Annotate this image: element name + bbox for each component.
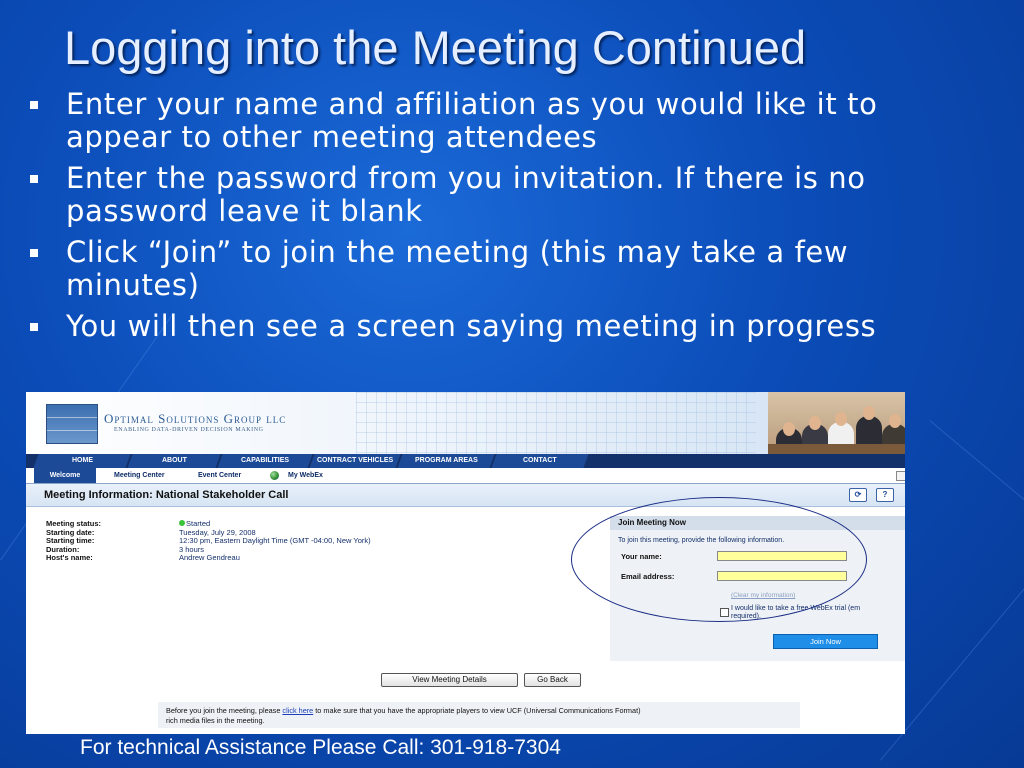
bullet-text: Click “Join” to join the meeting (this may take a few minutes) bbox=[66, 235, 849, 302]
tab-event-center[interactable]: Event Center bbox=[198, 472, 242, 479]
email-input[interactable] bbox=[717, 571, 847, 581]
refresh-icon[interactable]: ⟳ bbox=[849, 488, 867, 502]
business-people-photo bbox=[768, 392, 905, 454]
conference-table bbox=[768, 444, 905, 454]
site-banner bbox=[26, 392, 905, 454]
company-name bbox=[104, 411, 286, 427]
background-line bbox=[929, 420, 1024, 549]
detail-row bbox=[46, 519, 446, 528]
trial-text-line2: required). bbox=[731, 613, 761, 620]
company-name-first: Optimal bbox=[104, 411, 154, 426]
click-here-link[interactable]: click here bbox=[282, 706, 314, 715]
bullet-marker bbox=[30, 249, 38, 257]
note-text-before: Before you join the meeting, please bbox=[166, 706, 283, 715]
nav-capabilities-label: CAPABILITIES bbox=[240, 457, 290, 464]
nav-contract-vehicles-label: CONTRACT VEHICLES bbox=[316, 457, 394, 464]
meeting-info-bar bbox=[26, 484, 905, 507]
bullet-item bbox=[28, 310, 988, 343]
nav-contact[interactable] bbox=[491, 454, 588, 468]
detail-label: Meeting status: bbox=[46, 519, 102, 528]
join-meeting-panel bbox=[610, 516, 905, 661]
name-input[interactable] bbox=[717, 551, 847, 561]
detail-value: Tuesday, July 29, 2008 bbox=[179, 527, 256, 537]
detail-row bbox=[46, 553, 446, 562]
nav-home-label: HOME bbox=[71, 457, 93, 464]
clear-info-link[interactable]: (Clear my information) bbox=[731, 592, 796, 599]
nav-home[interactable] bbox=[33, 454, 130, 468]
detail-row bbox=[46, 528, 446, 537]
nav-program-areas-label: PROGRAM AREAS bbox=[414, 457, 478, 464]
bullet-text: Enter your name and affiliation as you would like it to appear to other meeting attendees bbox=[66, 87, 878, 154]
status-started-icon bbox=[179, 520, 185, 526]
name-label: Your name: bbox=[621, 552, 662, 561]
bullet-text: You will then see a screen saying meeting in progress bbox=[66, 309, 877, 343]
detail-row bbox=[46, 545, 446, 554]
meeting-status-value: Started bbox=[186, 519, 211, 528]
subnav-scroll-edge bbox=[896, 471, 905, 481]
meeting-details bbox=[46, 519, 446, 562]
nav-program-areas[interactable] bbox=[397, 454, 494, 468]
nav-contract-vehicles[interactable] bbox=[309, 454, 400, 468]
slide-title: Logging into the Meeting Continued bbox=[64, 21, 807, 74]
join-meeting-heading: Join Meeting Now bbox=[610, 516, 905, 530]
sub-nav bbox=[26, 468, 905, 484]
nav-capabilities[interactable] bbox=[217, 454, 312, 468]
join-instruction: To join this meeting, provide the following information. bbox=[618, 537, 785, 544]
player-check-note bbox=[158, 702, 800, 728]
banner-grid-pattern bbox=[356, 392, 756, 454]
tab-meeting-center[interactable]: Meeting Center bbox=[114, 472, 165, 479]
bullet-marker bbox=[30, 323, 38, 331]
trial-checkbox[interactable] bbox=[720, 608, 729, 617]
company-logo-icon bbox=[46, 404, 98, 444]
bullet-list bbox=[28, 88, 988, 351]
bullet-marker bbox=[30, 175, 38, 183]
note-text-line2: rich media files in the meeting. bbox=[166, 716, 265, 725]
detail-label: Duration: bbox=[46, 544, 80, 554]
note-text-after: to make sure that you have the appropriate players to view UCF (Universal Communications Format) bbox=[313, 706, 641, 715]
nav-contact-label: CONTACT bbox=[523, 457, 557, 464]
tab-my-webex[interactable]: My WebEx bbox=[288, 472, 323, 479]
bullet-text: Enter the password from you invitation. If there is no password leave it blank bbox=[66, 161, 866, 228]
company-name-rest: Solutions Group llc bbox=[158, 411, 287, 426]
help-icon[interactable]: ? bbox=[876, 488, 894, 502]
bullet-item bbox=[28, 162, 988, 228]
meeting-info-title: Meeting Information: National Stakeholder Call bbox=[44, 489, 289, 501]
bullet-item bbox=[28, 236, 988, 302]
tab-welcome[interactable]: Welcome bbox=[34, 468, 96, 483]
globe-icon bbox=[270, 471, 279, 480]
detail-row bbox=[46, 536, 446, 545]
detail-label: Host's name: bbox=[46, 553, 93, 562]
detail-value: 12:30 pm, Eastern Daylight Time (GMT -04:00, New York) bbox=[179, 536, 371, 545]
bullet-item bbox=[28, 88, 988, 154]
main-nav bbox=[26, 454, 905, 468]
company-tagline: ENABLING DATA-DRIVEN DECISION MAKING bbox=[114, 427, 264, 433]
webex-screenshot bbox=[26, 392, 905, 734]
trial-text bbox=[731, 605, 860, 621]
join-now-button[interactable]: Join Now bbox=[773, 634, 878, 649]
nav-about[interactable] bbox=[127, 454, 220, 468]
detail-value: 3 hours bbox=[179, 544, 205, 554]
view-meeting-details-button[interactable]: View Meeting Details bbox=[381, 673, 518, 687]
go-back-button[interactable]: Go Back bbox=[524, 673, 581, 687]
email-label: Email address: bbox=[621, 572, 675, 581]
detail-value: Andrew Gendreau bbox=[179, 553, 240, 562]
detail-label: Starting date: bbox=[46, 527, 95, 537]
detail-label: Starting time: bbox=[46, 536, 95, 545]
support-footer: For technical Assistance Please Call: 301-918-7304 bbox=[80, 736, 561, 759]
bullet-marker bbox=[30, 101, 38, 109]
trial-text-line1: I would like to take a free WebEx trial (em bbox=[731, 605, 861, 612]
nav-about-label: ABOUT bbox=[161, 457, 187, 464]
